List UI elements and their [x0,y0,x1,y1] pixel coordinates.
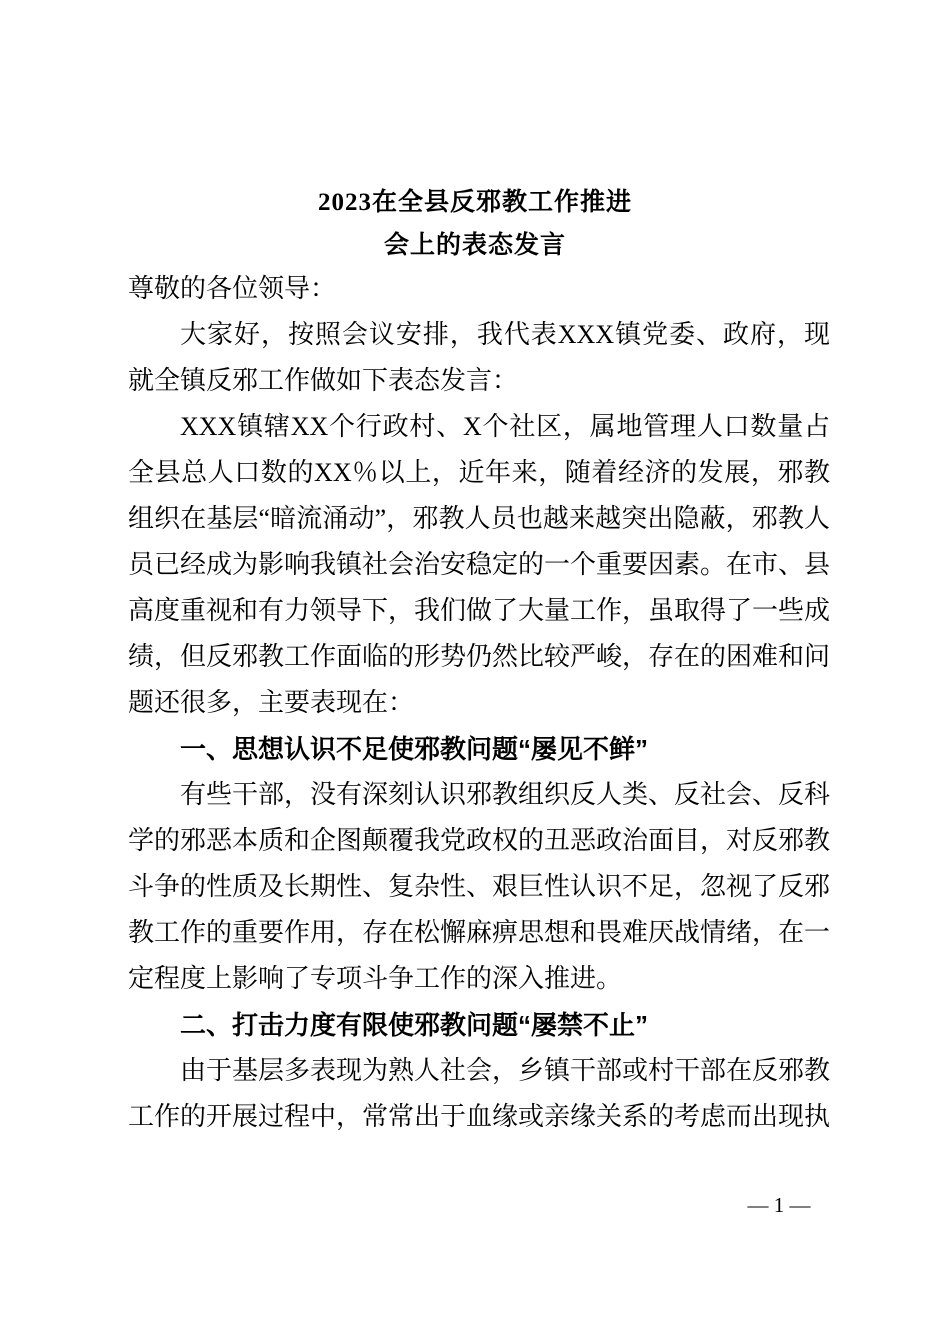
section-heading: 二、打击力度有限使邪教问题“屡禁不止” [180,1010,649,1040]
document-body [128,266,830,1140]
page-number: — 1 — [747,1193,811,1217]
document-title [124,181,826,267]
salutation-line: 尊敬的各位领导： [128,274,337,303]
document-title-line-1: 2023在全县反邪教工作推进 [317,189,632,216]
document-title-line-2: 会上的表态发言 [383,232,566,259]
body-paragraph: 有些干部，没有深刻认识邪教组织反人类、反社会、反科学的邪恶本质和企图颠覆我党政权的丑恶政治面目，对反邪教斗争的性质及长期性、复杂性、艰巨性认识不足，忽视了反邪教工作的重要作用，存在松懈麻痹思想和畏难厌战情绪，在一定程度上影响了专项斗争工作的深入推进。 [128,780,831,993]
body-paragraph: XXX镇辖XX个行政村、X个社区，属地管理人口数量占全县总人口数的XX％以上，近年来，随着经济的发展，邪教组织在基层“暗流涌动”，邪教人员也越来越突出隐蔽，邪教人员已经成为影响我镇社会治安稳定的一个重要因素。在市、县高度重视和有力领导下，我们做了大量工作，虽取得了一些成绩，但反邪教工作面临的形势仍然比较严峻，存在的困难和问题还很多，主要表现在： [128,412,831,717]
section-heading: 一、思想认识不足使邪教问题“屡见不鲜” [180,734,649,764]
body-paragraph: 大家好，按照会议安排，我代表XXX镇党委、政府，现就全镇反邪工作做如下表态发言： [128,320,830,395]
body-paragraph: 由于基层多表现为熟人社会，乡镇干部或村干部在反邪教工作的开展过程中，常常出于血缘或亲缘关系的考虑而出现执 [128,1056,831,1131]
